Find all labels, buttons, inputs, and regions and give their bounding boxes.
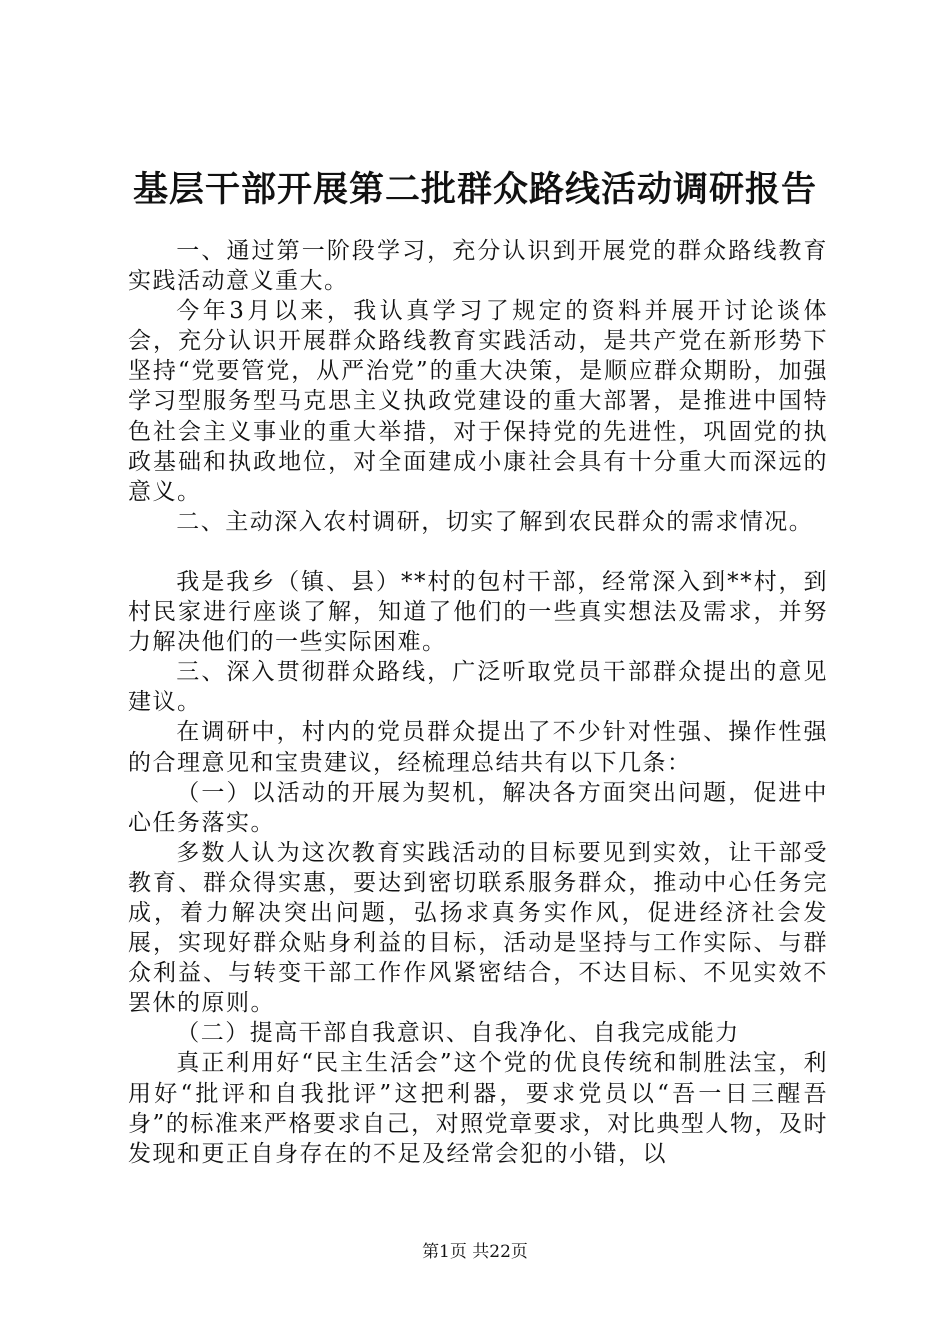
paragraph-section-2-heading: 二、主动深入农村调研，切实了解到农民群众的需求情况。 — [176, 508, 814, 535]
page-footer: 第1页 共22页 — [422, 1242, 528, 1262]
paragraph-section-2-body: 我是我乡（镇、县）**村的包村干部，经常深入到**村，到村民家进行座谈了解，知道了他们的一些真实想法及需求，并努力解决他们的一些实际困难。 — [128, 568, 828, 656]
paragraph-subsection-2-body: 真正利用好“民主生活会”这个党的优良传统和制胜法宝，利用好“批评和自我批评”这把利器，要求党员以“吾一日三醒吾身”的标准来严格要求自己，对照党章要求，对比典型人物，及时发现和更正自身存在的不足及经常会犯的小错，以 — [128, 1050, 828, 1167]
paragraph-section-3-body: 在调研中，村内的党员群众提出了不少针对性强、操作性强的合理意见和宝贵建议，经梳理总结共有以下几条： — [128, 719, 828, 776]
paragraph-section-3-heading: 三、深入贯彻群众路线，广泛听取党员干部群众提出的意见建议。 — [128, 659, 828, 716]
paragraph-subsection-1-heading: （一）以活动的开展为契机，解决各方面突出问题，促进中心任务落实。 — [128, 779, 828, 836]
paragraph-section-1-heading: 一、通过第一阶段学习，充分认识到开展党的群众路线教育实践活动意义重大。 — [128, 238, 828, 295]
document-title: 基层干部开展第二批群众路线活动调研报告 — [132, 169, 817, 210]
paragraph-section-1-body: 今年3月以来，我认真学习了规定的资料并展开讨论谈体会，充分认识开展群众路线教育实践活动，是共产党在新形势下坚持“党要管党，从严治党”的重大决策，是顺应群众期盼，加强学习型服务型马克思主义执政党建设的重大部署，是推进中国特色社会主义事业的重大举措，对于保持党的先进性，巩固党的执政基础和执政地位，对全面建成小康社会具有十分重大而深远的意义。 — [128, 298, 828, 505]
document-body — [128, 236, 828, 1169]
paragraph-subsection-2-heading: （二）提高干部自我意识、自我净化、自我完成能力 — [176, 1020, 740, 1047]
paragraph-subsection-1-body: 多数人认为这次教育实践活动的目标要见到实效，让干部受教育、群众得实惠，要达到密切联系服务群众，推动中心任务完成，着力解决突出问题，弘扬求真务实作风，促进经济社会发展，实现好群众贴身利益的目标，活动是坚持与工作实际、与群众利益、与转变干部工作作风紧密结合，不达目标、不见实效不罢休的原则。 — [128, 839, 828, 1017]
